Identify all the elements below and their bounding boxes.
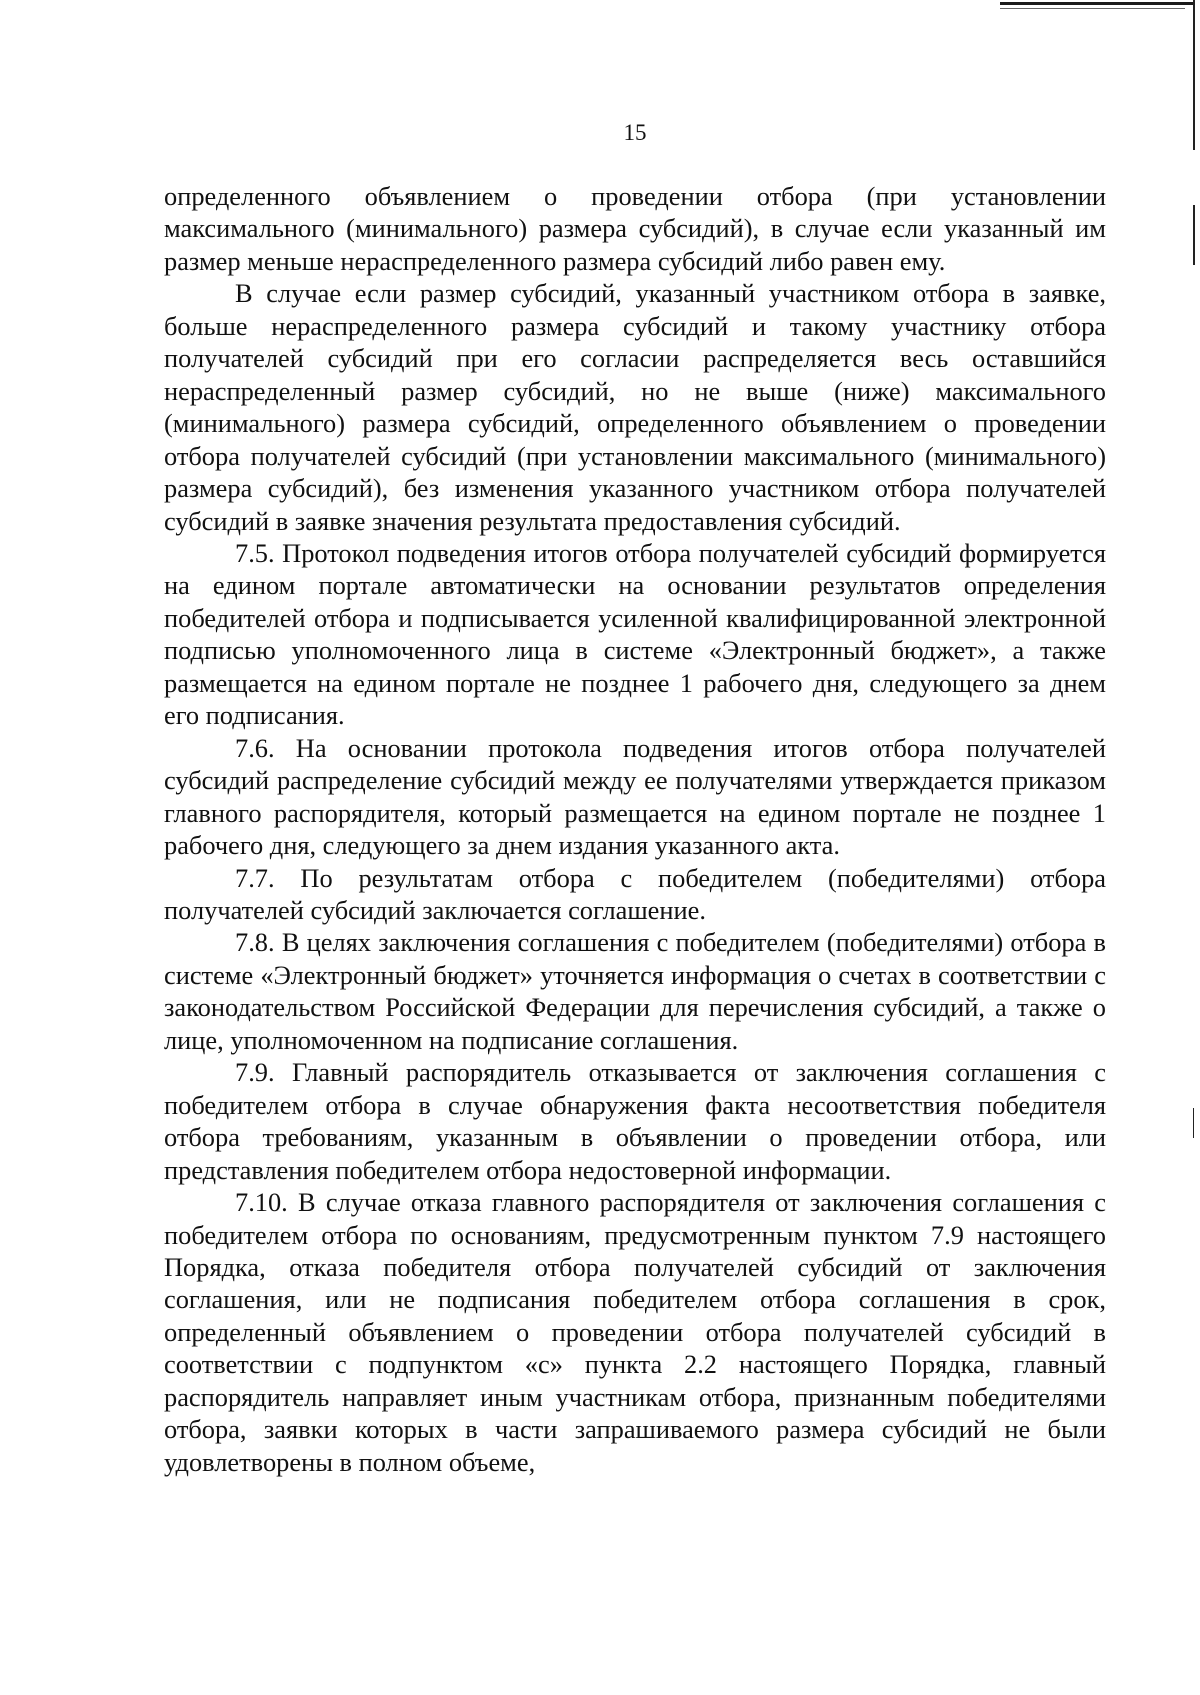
scan-edge-mark: [1193, 1108, 1194, 1138]
paragraph-7-10: 7.10. В случае отказа главного распорядителя от заключения соглашения с победителем отбора по основаниям, предусмотренным пунктом 7.9 настоящего Порядка, отказа победителя отбора получателей субсидий от заключения соглашения, или не подписания победителем отбора соглашения в срок, определенный объявлением о проведении отбора получателей субсидий в соответствии с подпунктом «с» пункта 2.2 настоящего Порядка, главный распорядитель направляет иным участникам отбора, признанным победителями отбора, заявки которых в части запрашиваемого размера субсидий не были удовлетворены в полном объеме,: [164, 1187, 1106, 1477]
paragraph-7-9: 7.9. Главный распорядитель отказывается от заключения соглашения с победителем отбора в случае обнаружения факта несоответствия победителя отбора требованиям, указанным в объявлении о проведении отбора, или представления победителем отбора недостоверной информации.: [164, 1057, 1106, 1185]
scan-edge-mark: [1193, 205, 1195, 265]
scan-edge-mark: [1000, 2, 1195, 5]
paragraph-7-8: 7.8. В целях заключения соглашения с победителем (победителями) отбора в системе «Электронный бюджет» уточняется информация о счетах в соответствии с законодательством Российской Федерации для перечисления субсидий, а также о лице, уполномоченном на подписание соглашения.: [164, 927, 1106, 1055]
scan-edge-mark: [1000, 8, 1185, 9]
paragraph-7-5: 7.5. Протокол подведения итогов отбора получателей субсидий формируется на едином портале автоматически на основании результатов определения победителей отбора и подписывается усиленной квалифицированной электронной подписью уполномоченного лица в системе «Электронный бюджет», а также размещается на едином портале не позднее 1 рабочего дня, следующего за днем его подписания.: [164, 537, 1106, 731]
paragraph-continuation: определенного объявлением о проведении отбора (при установлении максимального (минимального) размера субсидий), в случае если указанный им размер меньше нераспределенного размера субсидий либо равен ему.: [164, 181, 1106, 276]
paragraph-7-7: 7.7. По результатам отбора с победителем (победителями) отбора получателей субсидий заключается соглашение.: [164, 862, 1106, 925]
document-body: [164, 180, 1106, 1478]
page-number: 15: [623, 120, 647, 145]
paragraph-7-6: 7.6. На основании протокола подведения итогов отбора получателей субсидий распределение субсидий между ее получателями утверждается приказом главного распорядителя, который размещается на едином портале не позднее 1 рабочего дня, следующего за днем издания указанного акта.: [164, 732, 1106, 861]
paragraph: В случае если размер субсидий, указанный участником отбора в заявке, больше нераспределенного размера субсидий и такому участнику отбора получателей субсидий при его согласии распределяется весь оставшийся нераспределенный размер субсидий, но не выше (ниже) максимального (минимального) размера субсидий, определенного объявлением о проведении отбора получателей субсидий (при установлении максимального (минимального) размера субсидий), без изменения указанного участником отбора получателей субсидий в заявке значения результата предоставления субсидий.: [164, 278, 1106, 536]
